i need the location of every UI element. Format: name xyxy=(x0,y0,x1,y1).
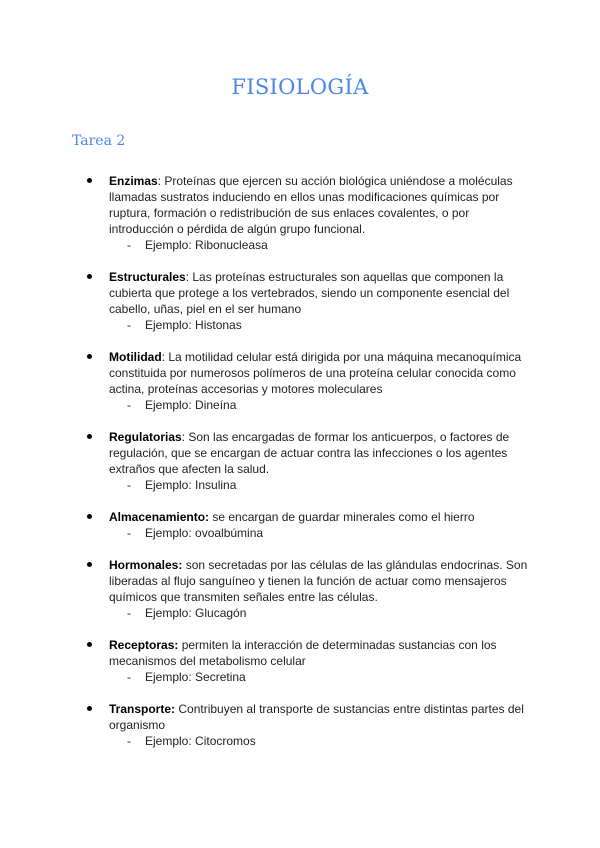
example-text: Ejemplo: Dineína xyxy=(145,398,237,412)
item-description: Son las encargadas de formar los anticuerpos, o factores de regulación, que se encargan de actuar contra las infecciones o los agentes extraños que afecten la salud. xyxy=(109,430,510,476)
item-example xyxy=(127,525,263,541)
example-text: Ejemplo: Glucagón xyxy=(145,606,247,620)
dash-icon: - xyxy=(127,670,131,684)
example-text: Ejemplo: Secretina xyxy=(145,670,246,684)
item-term: Transporte: xyxy=(109,702,176,716)
bullet-icon xyxy=(87,562,92,567)
item-example xyxy=(127,237,268,253)
dash-icon: - xyxy=(127,526,131,540)
item-term: Enzimas xyxy=(109,174,158,188)
bullet-icon xyxy=(87,178,92,183)
item-text: Regulatorias: Son las encargadas de formar los anticuerpos, o factores de regulación, que se encargan de actuar contra las infecciones o los agentes extraños que afecten la salud. xyxy=(109,430,510,476)
bullet-icon xyxy=(87,706,92,711)
item-text: Motilidad: La motilidad celular está dirigida por una máquina mecanoquímica constituida por numerosos polímeros de una proteína celular conocida como actina, proteínas accesorias y motores moleculares xyxy=(109,350,522,396)
item-text: Estructurales: Las proteínas estructurales son aquellas que componen la cubierta que protege a los vertebrados, siendo un componente esencial del cabello, uñas, piel en el ser humano xyxy=(109,270,510,316)
item-text xyxy=(109,637,529,669)
item-text: Enzimas: Proteínas que ejercen su acción biológica uniéndose a moléculas llamadas sustratos induciendo en ellos unas modificaciones químicas por ruptura, formación o redistribución de sus enlaces covalentes, o por introducción o pérdida de algún grupo funcional. xyxy=(109,174,513,236)
item-description: Contribuyen al transporte de sustancias entre distintas partes del organismo xyxy=(109,702,524,732)
example-text: Ejemplo: Ribonucleasa xyxy=(145,238,268,252)
dash-icon: - xyxy=(127,478,131,492)
bullet-icon xyxy=(87,274,92,279)
bullet-icon xyxy=(87,434,92,439)
dash-icon: - xyxy=(127,238,131,252)
example-text: Ejemplo: ovoalbúmina xyxy=(145,526,264,540)
item-text xyxy=(109,557,529,605)
page-title: FISIOLOGÍA xyxy=(231,75,369,99)
item-description: permiten la interacción de determinadas sustancias con los mecanismos del metabolismo celular xyxy=(109,638,497,668)
item-text xyxy=(109,509,529,525)
item-example xyxy=(127,733,256,749)
item-term: Regulatorias xyxy=(109,430,182,444)
item-description: son secretadas por las células de las glándulas endocrinas. Son liberadas al flujo sanguíneo y tienen la función de actuar como mensajeros químicos que transmiten señales entre las células. xyxy=(109,558,528,604)
bullet-icon xyxy=(87,354,92,359)
item-term: Receptoras: xyxy=(109,638,179,652)
item-term: Estructurales xyxy=(109,270,186,284)
item-text xyxy=(109,701,529,733)
item-term: Almacenamiento: xyxy=(109,510,210,524)
item-example xyxy=(127,477,236,493)
item-description: Proteínas que ejercen su acción biológica uniéndose a moléculas llamadas sustratos induciendo en ellos unas modificaciones químicas por ruptura, formación o redistribución de sus enlaces covalentes, o por introducción o pérdida de algún grupo funcional. xyxy=(109,174,513,236)
example-text: Ejemplo: Histonas xyxy=(145,318,242,332)
bullet-icon xyxy=(87,514,92,519)
bullet-icon xyxy=(87,642,92,647)
item-example xyxy=(127,605,246,621)
dash-icon: - xyxy=(127,318,131,332)
dash-icon: - xyxy=(127,606,131,620)
item-example xyxy=(127,669,246,685)
item-term: Motilidad xyxy=(109,350,162,364)
dash-icon: - xyxy=(127,734,131,748)
item-description: se encargan de guardar minerales como el hierro xyxy=(209,510,475,524)
example-text: Ejemplo: Insulina xyxy=(145,478,237,492)
section-heading: Tarea 2 xyxy=(72,133,126,149)
item-term: Hormonales: xyxy=(109,558,183,572)
item-example xyxy=(127,397,236,413)
item-description: La motilidad celular está dirigida por una máquina mecanoquímica constituida por numerosos polímeros de una proteína celular conocida como actina, proteínas accesorias y motores moleculares xyxy=(109,350,522,396)
item-description: Las proteínas estructurales son aquellas que componen la cubierta que protege a los vertebrados, siendo un componente esencial del cabello, uñas, piel en el ser humano xyxy=(109,270,510,316)
dash-icon: - xyxy=(127,398,131,412)
item-example xyxy=(127,317,242,333)
example-text: Ejemplo: Citocromos xyxy=(145,734,256,748)
